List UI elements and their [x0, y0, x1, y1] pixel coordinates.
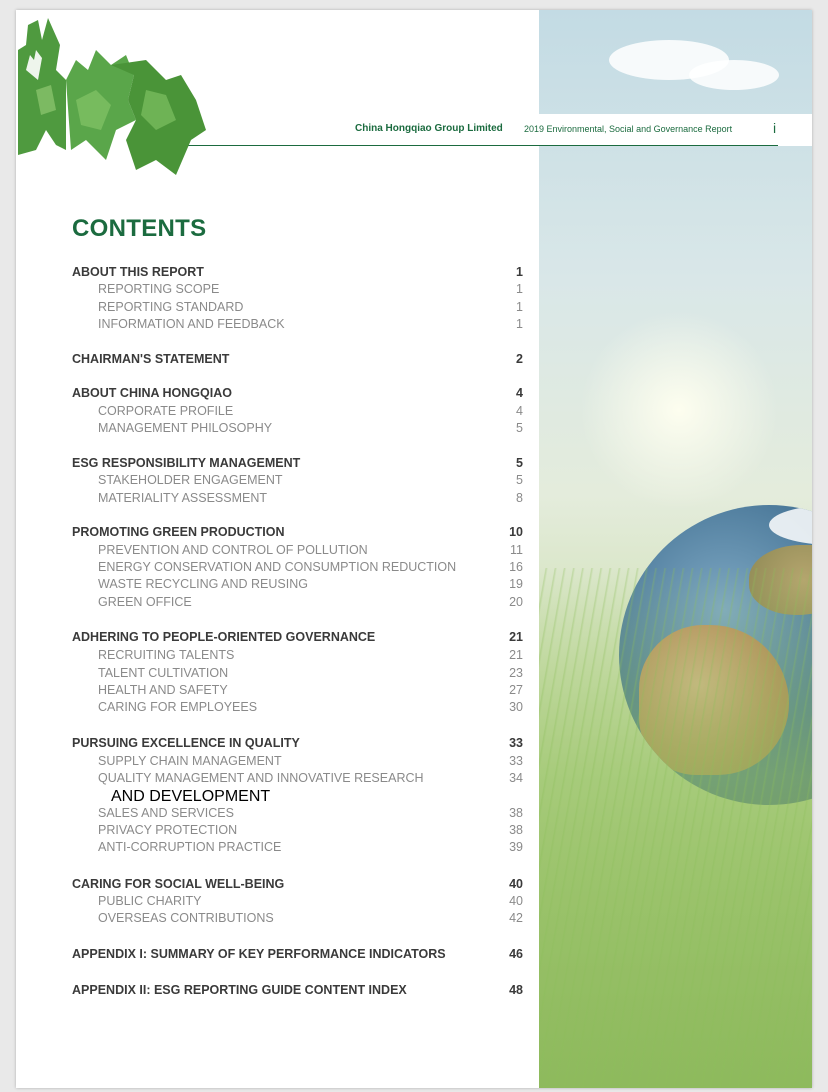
cloud-shape — [689, 60, 779, 90]
toc-entry-label: QUALITY MANAGEMENT AND INNOVATIVE RESEARCH — [98, 771, 424, 785]
toc-entry-page: 39 — [509, 840, 523, 854]
toc-entry-label: MANAGEMENT PHILOSOPHY — [98, 421, 273, 435]
toc-entry-label: CORPORATE PROFILE — [98, 404, 234, 418]
toc-subsection-row[interactable] — [72, 421, 523, 437]
toc-section-row[interactable] — [72, 265, 523, 281]
toc-subsection-row[interactable] — [72, 560, 523, 576]
header-rule — [146, 145, 778, 146]
toc-subsection-row[interactable] — [72, 595, 523, 611]
toc-entry-label: PUBLIC CHARITY — [98, 894, 202, 908]
toc-entry-page: 11 — [510, 543, 523, 557]
toc-entry-label: TALENT CULTIVATION — [98, 666, 229, 680]
toc-entry-page: 1 — [516, 300, 523, 314]
toc-entry-page: 21 — [509, 648, 523, 662]
toc-entry-label: ENERGY CONSERVATION AND CONSUMPTION REDUCTION — [98, 560, 457, 574]
toc-entry-label: AND DEVELOPMENT — [111, 788, 271, 805]
toc-section-row[interactable] — [72, 386, 523, 402]
toc-entry-label: CHAIRMAN'S STATEMENT — [72, 352, 230, 366]
toc-entry-label: RECRUITING TALENTS — [98, 648, 235, 662]
toc-entry-page: 40 — [509, 894, 523, 908]
toc-subsection-row[interactable] — [72, 840, 523, 856]
toc-entry-label: ABOUT THIS REPORT — [72, 265, 204, 279]
toc-entry-label: REPORTING STANDARD — [98, 300, 244, 314]
toc-entry-page: 1 — [516, 317, 523, 331]
toc-entry-page: 21 — [509, 630, 523, 644]
toc-entry-page: 19 — [509, 577, 523, 591]
toc-entry-page: 4 — [516, 386, 523, 400]
toc-section-row[interactable] — [72, 736, 523, 752]
toc-subsection-row[interactable] — [72, 894, 523, 910]
toc-subsection-row[interactable] — [72, 771, 523, 787]
toc-entry-label: ADHERING TO PEOPLE-ORIENTED GOVERNANCE — [72, 630, 376, 644]
toc-entry-label: CARING FOR EMPLOYEES — [98, 700, 258, 714]
toc-entry-page: 27 — [509, 683, 523, 697]
toc-entry-page: 1 — [516, 282, 523, 296]
toc-entry-label: HEALTH AND SAFETY — [98, 683, 228, 697]
toc-entry-label: PROMOTING GREEN PRODUCTION — [72, 525, 285, 539]
toc-entry-page: 23 — [509, 666, 523, 680]
toc-subsection-row[interactable] — [72, 491, 523, 507]
toc-subsection-row[interactable] — [72, 806, 523, 822]
toc-entry-label: STAKEHOLDER ENGAGEMENT — [98, 473, 283, 487]
toc-subsection-row[interactable] — [72, 683, 523, 699]
toc-entry-page: 33 — [509, 754, 523, 768]
toc-section-row[interactable] — [72, 630, 523, 646]
toc-entry-label: MATERIALITY ASSESSMENT — [98, 491, 268, 505]
cloud-shape — [769, 505, 812, 545]
toc-subsection-row[interactable] — [72, 788, 523, 804]
grass-image — [539, 568, 812, 1088]
toc-subsection-row[interactable] — [72, 648, 523, 664]
toc-entry-page: 48 — [509, 983, 523, 997]
toc-entry-label: ANTI-CORRUPTION PRACTICE — [98, 840, 282, 854]
toc-entry-page: 10 — [509, 525, 523, 539]
report-title: 2019 Environmental, Social and Governance Report — [524, 124, 733, 134]
toc-entry-label: PURSUING EXCELLENCE IN QUALITY — [72, 736, 300, 750]
toc-entry-page: 5 — [516, 421, 523, 435]
toc-entry-label: WASTE RECYCLING AND REUSING — [98, 577, 308, 591]
page-title: CONTENTS — [72, 215, 207, 242]
toc-entry-label: APPENDIX II: ESG REPORTING GUIDE CONTENT INDEX — [72, 983, 407, 997]
sun-glow — [579, 310, 779, 510]
toc-entry-page: 1 — [516, 265, 523, 279]
cover-photo-panel — [539, 10, 812, 1088]
toc-subsection-row[interactable] — [72, 911, 523, 927]
toc-subsection-row[interactable] — [72, 700, 523, 716]
toc-subsection-row[interactable] — [72, 666, 523, 682]
toc-subsection-row[interactable] — [72, 754, 523, 770]
company-name: China Hongqiao Group Limited — [355, 123, 503, 134]
toc-entry-label: PRIVACY PROTECTION — [98, 823, 238, 837]
toc-entry-label: INFORMATION AND FEEDBACK — [98, 317, 285, 331]
toc-entry-page: 2 — [516, 352, 523, 366]
toc-section-row[interactable] — [72, 877, 523, 893]
toc-entry-label: REPORTING SCOPE — [98, 282, 220, 296]
toc-entry-page: 16 — [509, 560, 523, 574]
toc-entry-page: 42 — [509, 911, 523, 925]
toc-entry-page: 40 — [509, 877, 523, 891]
toc-entry-page: 5 — [516, 473, 523, 487]
toc-entry-page: 20 — [509, 595, 523, 609]
toc-subsection-row[interactable] — [72, 823, 523, 839]
toc-entry-page: 8 — [516, 491, 523, 505]
toc-subsection-row[interactable] — [72, 404, 523, 420]
toc-entry-page: 5 — [516, 456, 523, 470]
toc-entry-label: SALES AND SERVICES — [98, 806, 234, 820]
toc-section-row[interactable] — [72, 947, 523, 963]
toc-subsection-row[interactable] — [72, 577, 523, 593]
toc-entry-label: CARING FOR SOCIAL WELL-BEING — [72, 877, 285, 891]
toc-section-row[interactable] — [72, 456, 523, 472]
toc-section-row[interactable] — [72, 352, 523, 368]
toc-subsection-row[interactable] — [72, 473, 523, 489]
toc-subsection-row[interactable] — [72, 300, 523, 316]
toc-entry-page: 38 — [509, 806, 523, 820]
toc-entry-page: 4 — [516, 404, 523, 418]
report-page — [16, 10, 812, 1088]
toc-subsection-row[interactable] — [72, 282, 523, 298]
toc-subsection-row[interactable] — [72, 543, 523, 559]
toc-entry-label: GREEN OFFICE — [98, 595, 192, 609]
toc-entry-page: 33 — [509, 736, 523, 750]
page-number: i — [773, 120, 777, 136]
toc-subsection-row[interactable] — [72, 317, 523, 333]
toc-section-row[interactable] — [72, 983, 523, 999]
toc-entry-label: ABOUT CHINA HONGQIAO — [72, 386, 232, 400]
toc-entry-label: ESG RESPONSIBILITY MANAGEMENT — [72, 456, 301, 470]
toc-entry-page: 34 — [509, 771, 523, 785]
toc-entry-label: APPENDIX I: SUMMARY OF KEY PERFORMANCE INDICATORS — [72, 947, 446, 961]
leaf-logo-icon — [16, 10, 216, 180]
toc-entry-page: 38 — [509, 823, 523, 837]
toc-entry-label: SUPPLY CHAIN MANAGEMENT — [98, 754, 282, 768]
toc-entry-label: OVERSEAS CONTRIBUTIONS — [98, 911, 274, 925]
toc-section-row[interactable] — [72, 525, 523, 541]
toc-entry-label: PREVENTION AND CONTROL OF POLLUTION — [98, 543, 368, 557]
toc-entry-page: 30 — [509, 700, 523, 714]
toc-entry-page: 46 — [509, 947, 523, 961]
